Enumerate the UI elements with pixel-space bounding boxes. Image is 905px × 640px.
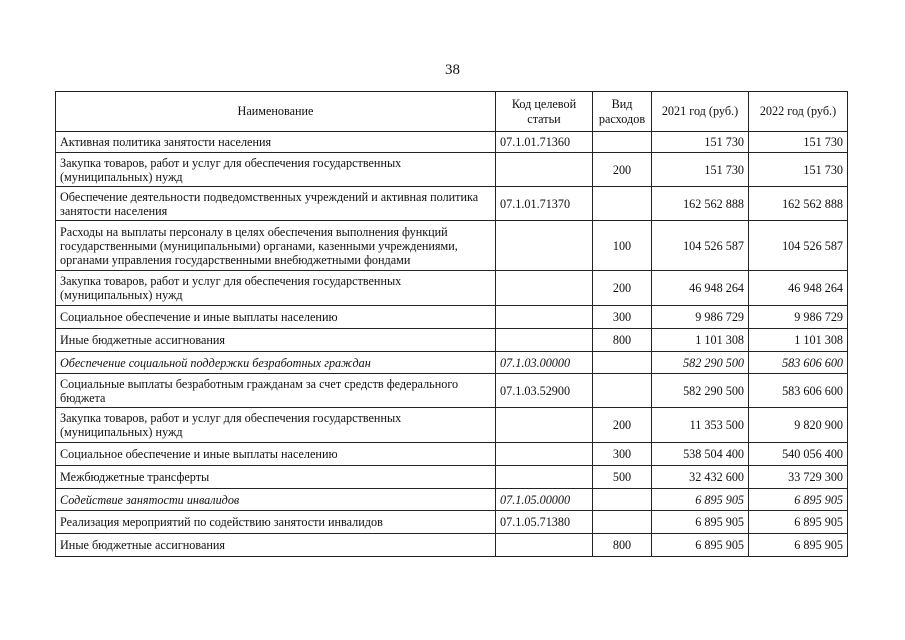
table-row — [56, 329, 848, 352]
row-amount-2022-cell: 46 948 264 — [749, 271, 848, 306]
row-vid-cell — [593, 511, 652, 534]
row-amount-2021-cell: 9 986 729 — [652, 306, 749, 329]
row-amount-2022-cell: 104 526 587 — [749, 221, 848, 271]
row-code-cell: 07.1.01.71370 — [496, 187, 593, 221]
row-code-cell: 07.1.05.00000 — [496, 489, 593, 511]
column-header-2022: 2022 год (руб.) — [749, 92, 848, 132]
row-code-cell: 07.1.03.00000 — [496, 352, 593, 374]
table-row — [56, 306, 848, 329]
table-row — [56, 466, 848, 489]
row-vid-cell — [593, 374, 652, 408]
row-amount-2022-cell: 6 895 905 — [749, 511, 848, 534]
row-vid-cell: 800 — [593, 534, 652, 557]
table-row — [56, 153, 848, 187]
row-code-cell — [496, 443, 593, 466]
row-name-cell: Закупка товаров, работ и услуг для обеспечения государственных (муниципальных) нужд — [56, 408, 496, 443]
table-row — [56, 408, 848, 443]
row-amount-2022-cell: 1 101 308 — [749, 329, 848, 352]
row-code-cell: 07.1.03.52900 — [496, 374, 593, 408]
row-vid-cell: 800 — [593, 329, 652, 352]
table-row — [56, 132, 848, 153]
row-code-cell — [496, 408, 593, 443]
row-name-cell: Социальное обеспечение и иные выплаты населению — [56, 443, 496, 466]
table-row — [56, 271, 848, 306]
row-amount-2022-cell: 33 729 300 — [749, 466, 848, 489]
row-vid-cell: 300 — [593, 306, 652, 329]
column-header-name: Наименование — [56, 92, 496, 132]
table-row — [56, 534, 848, 557]
row-code-cell — [496, 271, 593, 306]
row-amount-2022-cell: 6 895 905 — [749, 489, 848, 511]
row-name-cell: Содействие занятости инвалидов — [56, 489, 496, 511]
column-header-code: Код целевой статьи — [496, 92, 593, 132]
row-vid-cell: 200 — [593, 271, 652, 306]
row-amount-2022-cell: 583 606 600 — [749, 374, 848, 408]
table-header-row — [56, 92, 848, 132]
table-row — [56, 221, 848, 271]
row-amount-2021-cell: 32 432 600 — [652, 466, 749, 489]
row-name-cell: Обеспечение социальной поддержки безработных граждан — [56, 352, 496, 374]
row-code-cell — [496, 153, 593, 187]
row-code-cell — [496, 221, 593, 271]
row-amount-2021-cell: 151 730 — [652, 153, 749, 187]
row-amount-2022-cell: 583 606 600 — [749, 352, 848, 374]
row-amount-2022-cell: 540 056 400 — [749, 443, 848, 466]
row-name-cell: Расходы на выплаты персоналу в целях обеспечения выполнения функций государственными (муниципальными) органами, казенными учреждениями, органами управления государственными внебюджетными фондами — [56, 221, 496, 271]
row-vid-cell — [593, 352, 652, 374]
row-amount-2021-cell: 151 730 — [652, 132, 749, 153]
row-amount-2021-cell: 582 290 500 — [652, 352, 749, 374]
row-vid-cell: 200 — [593, 153, 652, 187]
table-row — [56, 489, 848, 511]
row-amount-2021-cell: 6 895 905 — [652, 511, 749, 534]
row-amount-2022-cell: 151 730 — [749, 153, 848, 187]
row-name-cell: Реализация мероприятий по содействию занятости инвалидов — [56, 511, 496, 534]
row-name-cell: Социальное обеспечение и иные выплаты населению — [56, 306, 496, 329]
row-vid-cell: 100 — [593, 221, 652, 271]
column-header-2021: 2021 год (руб.) — [652, 92, 749, 132]
budget-table — [55, 91, 848, 557]
row-amount-2022-cell: 9 986 729 — [749, 306, 848, 329]
row-amount-2022-cell: 6 895 905 — [749, 534, 848, 557]
row-amount-2022-cell: 162 562 888 — [749, 187, 848, 221]
table-row — [56, 443, 848, 466]
column-header-vid: Вид расходов — [593, 92, 652, 132]
row-vid-cell — [593, 489, 652, 511]
row-name-cell: Закупка товаров, работ и услуг для обеспечения государственных (муниципальных) нужд — [56, 271, 496, 306]
table-row — [56, 511, 848, 534]
row-amount-2021-cell: 104 526 587 — [652, 221, 749, 271]
row-code-cell: 07.1.05.71380 — [496, 511, 593, 534]
row-amount-2021-cell: 11 353 500 — [652, 408, 749, 443]
row-vid-cell: 500 — [593, 466, 652, 489]
row-name-cell: Активная политика занятости населения — [56, 132, 496, 153]
row-amount-2021-cell: 582 290 500 — [652, 374, 749, 408]
row-amount-2022-cell: 9 820 900 — [749, 408, 848, 443]
row-code-cell — [496, 534, 593, 557]
page-number: 38 — [445, 62, 460, 78]
row-amount-2021-cell: 46 948 264 — [652, 271, 749, 306]
row-vid-cell — [593, 132, 652, 153]
row-amount-2021-cell: 1 101 308 — [652, 329, 749, 352]
row-code-cell: 07.1.01.71360 — [496, 132, 593, 153]
row-amount-2021-cell: 538 504 400 — [652, 443, 749, 466]
table-row — [56, 352, 848, 374]
row-vid-cell: 200 — [593, 408, 652, 443]
row-name-cell: Межбюджетные трансферты — [56, 466, 496, 489]
row-amount-2021-cell: 6 895 905 — [652, 534, 749, 557]
table-body — [56, 132, 848, 557]
row-amount-2021-cell: 6 895 905 — [652, 489, 749, 511]
row-code-cell — [496, 466, 593, 489]
row-name-cell: Иные бюджетные ассигнования — [56, 534, 496, 557]
row-name-cell: Социальные выплаты безработным гражданам за счет средств федерального бюджета — [56, 374, 496, 408]
row-name-cell: Обеспечение деятельности подведомственных учреждений и активная политика занятости населения — [56, 187, 496, 221]
row-name-cell: Закупка товаров, работ и услуг для обеспечения государственных (муниципальных) нужд — [56, 153, 496, 187]
table-row — [56, 374, 848, 408]
row-name-cell: Иные бюджетные ассигнования — [56, 329, 496, 352]
table-row — [56, 187, 848, 221]
row-amount-2022-cell: 151 730 — [749, 132, 848, 153]
row-vid-cell — [593, 187, 652, 221]
row-vid-cell: 300 — [593, 443, 652, 466]
row-code-cell — [496, 306, 593, 329]
row-code-cell — [496, 329, 593, 352]
row-amount-2021-cell: 162 562 888 — [652, 187, 749, 221]
